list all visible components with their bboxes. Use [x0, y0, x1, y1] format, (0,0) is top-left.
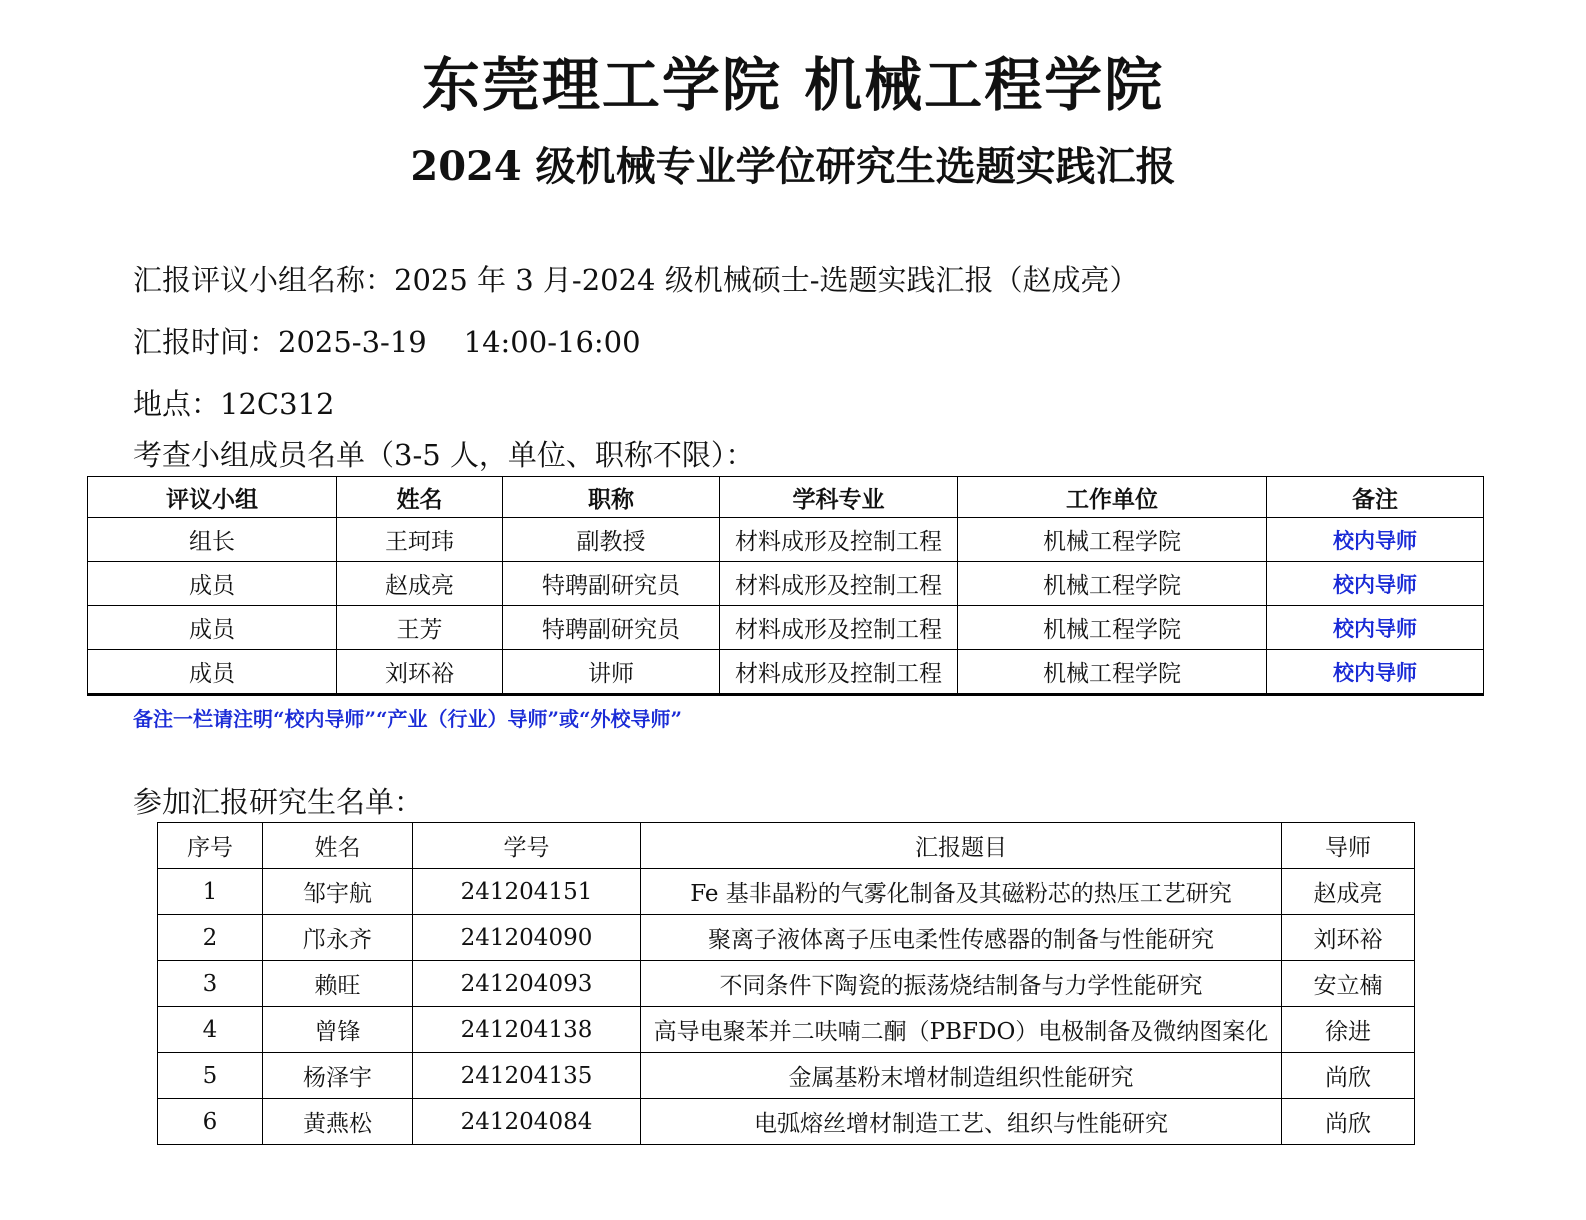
committee-unit: 机械工程学院: [958, 650, 1267, 695]
student-id: 241204151: [413, 869, 641, 915]
group-name-line: 汇报评议小组名称：2025 年 3 月-2024 级机械硕士-选题实践汇报（赵成亮）: [133, 263, 1139, 297]
committee-name: 刘环裕: [337, 650, 503, 695]
table-row: [88, 562, 1484, 606]
page-title: 东莞理工学院 机械工程学院: [421, 51, 1165, 119]
committee-major: 材料成形及控制工程: [720, 650, 958, 695]
students-header-advisor: 导师: [1282, 823, 1415, 869]
student-advisor: 安立楠: [1282, 961, 1415, 1007]
student-name: 曾锋: [263, 1007, 413, 1053]
student-advisor: 徐进: [1282, 1007, 1415, 1053]
committee-name: 赵成亮: [337, 562, 503, 606]
committee-major: 材料成形及控制工程: [720, 562, 958, 606]
student-advisor: 赵成亮: [1282, 869, 1415, 915]
committee-note: 校内导师: [1267, 606, 1484, 650]
students-header-topic: 汇报题目: [641, 823, 1282, 869]
members-heading: 考查小组成员名单（3-5 人，单位、职称不限）：: [133, 438, 755, 472]
student-topic: 聚离子液体离子压电柔性传感器的制备与性能研究: [641, 915, 1282, 961]
table-row: [158, 961, 1415, 1007]
committee-title: 副教授: [503, 518, 720, 562]
student-name: 杨泽宇: [263, 1053, 413, 1099]
committee-header-note: 备注: [1267, 477, 1484, 518]
students-header-row: [158, 823, 1415, 869]
committee-header-major: 学科专业: [720, 477, 958, 518]
student-advisor: 尚欣: [1282, 1099, 1415, 1145]
table-row: [88, 518, 1484, 562]
table-row: [158, 1099, 1415, 1145]
committee-major: 材料成形及控制工程: [720, 606, 958, 650]
report-time-line: 汇报时间：2025-3-19 14:00-16:00: [133, 325, 641, 359]
committee-name: 王芳: [337, 606, 503, 650]
student-advisor: 尚欣: [1282, 1053, 1415, 1099]
student-index: 3: [158, 961, 263, 1007]
committee-unit: 机械工程学院: [958, 606, 1267, 650]
table-row: [158, 915, 1415, 961]
students-heading: 参加汇报研究生名单：: [133, 785, 424, 819]
committee-unit: 机械工程学院: [958, 562, 1267, 606]
students-header-name: 姓名: [263, 823, 413, 869]
student-index: 6: [158, 1099, 263, 1145]
committee-role: 成员: [88, 650, 337, 695]
student-id: 241204093: [413, 961, 641, 1007]
committee-remark: 备注一栏请注明“校内导师”“产业（行业）导师”或“外校导师”: [133, 707, 683, 731]
student-id: 241204084: [413, 1099, 641, 1145]
committee-table: [87, 476, 1484, 696]
student-index: 2: [158, 915, 263, 961]
students-table: [157, 822, 1415, 1145]
student-index: 4: [158, 1007, 263, 1053]
location-line: 地点：12C312: [133, 387, 335, 421]
table-row: [158, 869, 1415, 915]
student-topic: 不同条件下陶瓷的振荡烧结制备与力学性能研究: [641, 961, 1282, 1007]
committee-header-row: [88, 477, 1484, 518]
committee-role: 组长: [88, 518, 337, 562]
committee-header-name: 姓名: [337, 477, 503, 518]
student-advisor: 刘环裕: [1282, 915, 1415, 961]
committee-header-role: 评议小组: [88, 477, 337, 518]
committee-title: 讲师: [503, 650, 720, 695]
table-row: [88, 650, 1484, 695]
student-name: 邹宇航: [263, 869, 413, 915]
student-index: 5: [158, 1053, 263, 1099]
committee-title: 特聘副研究员: [503, 606, 720, 650]
committee-note: 校内导师: [1267, 562, 1484, 606]
committee-note: 校内导师: [1267, 518, 1484, 562]
committee-header-title: 职称: [503, 477, 720, 518]
table-row: [158, 1053, 1415, 1099]
students-header-id: 学号: [413, 823, 641, 869]
student-id: 241204138: [413, 1007, 641, 1053]
student-topic: 高导电聚苯并二呋喃二酮（PBFDO）电极制备及微纳图案化: [641, 1007, 1282, 1053]
students-header-index: 序号: [158, 823, 263, 869]
page-subtitle: 2024 级机械专业学位研究生选题实践汇报: [410, 143, 1176, 190]
committee-role: 成员: [88, 562, 337, 606]
student-name: 黄燕松: [263, 1099, 413, 1145]
student-topic: 电弧熔丝增材制造工艺、组织与性能研究: [641, 1099, 1282, 1145]
table-row: [158, 1007, 1415, 1053]
student-index: 1: [158, 869, 263, 915]
committee-note: 校内导师: [1267, 650, 1484, 695]
student-id: 241204135: [413, 1053, 641, 1099]
table-row: [88, 606, 1484, 650]
student-id: 241204090: [413, 915, 641, 961]
student-topic: Fe 基非晶粉的气雾化制备及其磁粉芯的热压工艺研究: [641, 869, 1282, 915]
committee-title: 特聘副研究员: [503, 562, 720, 606]
committee-role: 成员: [88, 606, 337, 650]
student-name: 邝永齐: [263, 915, 413, 961]
committee-unit: 机械工程学院: [958, 518, 1267, 562]
student-name: 赖旺: [263, 961, 413, 1007]
committee-major: 材料成形及控制工程: [720, 518, 958, 562]
committee-header-unit: 工作单位: [958, 477, 1267, 518]
committee-name: 王珂玮: [337, 518, 503, 562]
student-topic: 金属基粉末增材制造组织性能研究: [641, 1053, 1282, 1099]
